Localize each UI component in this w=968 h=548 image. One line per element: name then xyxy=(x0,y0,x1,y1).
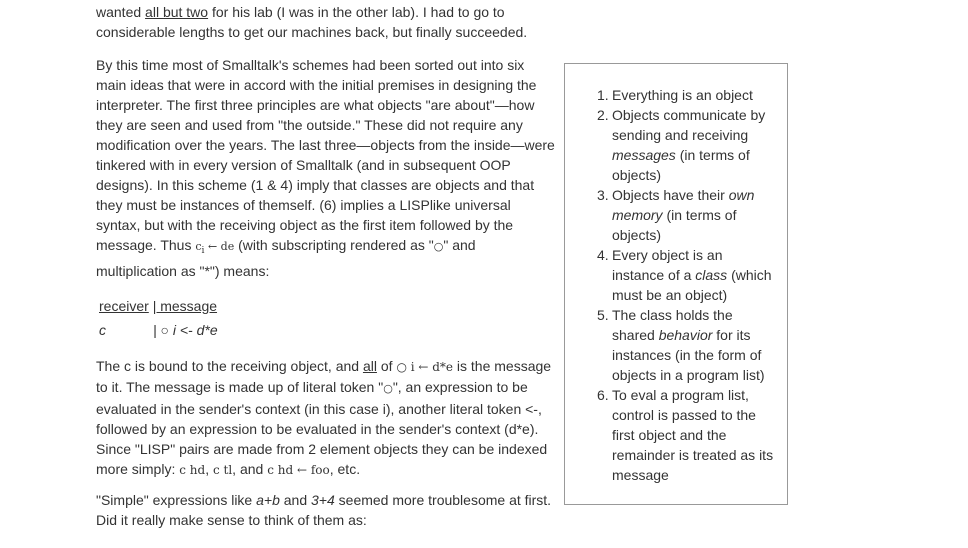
item-text: Every object is an instance of a xyxy=(612,247,723,283)
expr-rest: ← de xyxy=(204,240,235,253)
paragraph-intro xyxy=(96,2,558,42)
item-text: (which must be an object) xyxy=(612,267,772,303)
message-value: | ○ i <- d*e xyxy=(153,322,218,338)
text: seemed more troublesome at first. Did it really make sense to think of them as: xyxy=(96,492,552,528)
table-header-row xyxy=(99,296,218,320)
item-number: 3. xyxy=(597,187,609,203)
code: c hd xyxy=(179,463,206,477)
list-item xyxy=(597,305,777,385)
text: and xyxy=(279,492,312,508)
item-number: 6. xyxy=(597,387,609,403)
principles-sidebar xyxy=(564,63,788,505)
expr-subscript: i xyxy=(201,245,205,257)
list-item xyxy=(597,245,777,305)
text: ", an expression to be evaluated in the sender's context (in this case i), another literal token <-, followed by an expression to be evaluated in the sender's context (d*e). Since "LISP" pairs are made from 2 element objects they can be indexed more simply: xyxy=(96,379,548,477)
text: "Simple" expressions like xyxy=(96,492,257,508)
code: c hd ← foo xyxy=(267,463,330,477)
item-emphasis: behavior xyxy=(658,327,713,343)
circle-symbol: ○ xyxy=(433,240,444,253)
text: , etc. xyxy=(329,461,361,477)
text: By this time most of Smalltalk's schemes had been sorted out into six main ideas that were in accord with the initial premises in designing the interpreter. The first three principles are what objects "are about"—how they are seen and used from "the outside." These did not require any modification over the years. The last three—objects from the inside—were tinkered with in every version of Smalltalk (and in subsequent OOP designs). In this scheme (1 & 4) imply that classes are objects and that they must be instances of themself. (6) implies a LISPlike universal syntax, but with the receiving object as the first item followed by the message. Thus xyxy=(96,57,555,253)
item-text: To eval a program list, control is passed to the first object and the remainder is treated as its message xyxy=(612,387,774,483)
underlined-text: all xyxy=(362,358,377,374)
circle-symbol: ○ xyxy=(383,382,393,395)
item-text: Objects communicate by sending and receiving xyxy=(612,107,766,143)
receiver-message-table xyxy=(99,296,218,344)
expr-base: c xyxy=(195,240,202,253)
paragraph-schemes xyxy=(96,55,558,281)
list-item xyxy=(597,85,777,105)
text: wanted xyxy=(96,4,146,20)
paragraph-simple-expressions xyxy=(96,490,558,530)
underlined-text: all but two xyxy=(145,4,209,20)
item-text: (in terms of objects) xyxy=(612,207,737,243)
receiver-value: c xyxy=(99,322,106,338)
item-emphasis: own memory xyxy=(612,187,755,223)
expression: a+b xyxy=(256,492,280,508)
item-number: 4. xyxy=(597,247,609,263)
expression: ○ i ← d*e xyxy=(396,360,454,374)
item-text: The class holds the shared xyxy=(612,307,733,343)
message-header: | message xyxy=(152,298,218,314)
paragraph-binding xyxy=(96,356,558,480)
list-item xyxy=(597,385,777,485)
list-item xyxy=(597,185,777,245)
text: of xyxy=(376,358,397,374)
receiver-header: receiver xyxy=(99,298,149,314)
table-row xyxy=(99,320,218,344)
item-number: 5. xyxy=(597,307,609,323)
text: , xyxy=(205,461,213,477)
text: The c is bound to the receiving object, and xyxy=(96,358,363,374)
item-number: 2. xyxy=(597,107,609,123)
list-item xyxy=(597,105,777,185)
expression: 3+4 xyxy=(311,492,335,508)
item-emphasis: messages xyxy=(612,147,676,163)
item-text: Objects have their xyxy=(612,187,729,203)
text: " and multiplication as "*") means: xyxy=(96,237,476,280)
item-text: for its instances (in the form of objects in a program list) xyxy=(612,327,765,383)
item-number: 1. xyxy=(597,87,609,103)
expression xyxy=(195,240,235,257)
item-emphasis: class xyxy=(695,267,728,283)
item-text: (in terms of objects) xyxy=(612,147,750,183)
text: is the message to it. The message is made up of literal token " xyxy=(96,358,552,395)
principles-list xyxy=(597,85,777,485)
text: (with subscripting rendered as " xyxy=(234,237,434,253)
code: c tl xyxy=(212,463,233,477)
item-text: Everything is an object xyxy=(612,87,753,103)
text: for his lab (I was in the other lab). I had to go to considerable lengths to get our machines back, but finally succeeded. xyxy=(96,4,528,40)
text: , and xyxy=(232,461,268,477)
